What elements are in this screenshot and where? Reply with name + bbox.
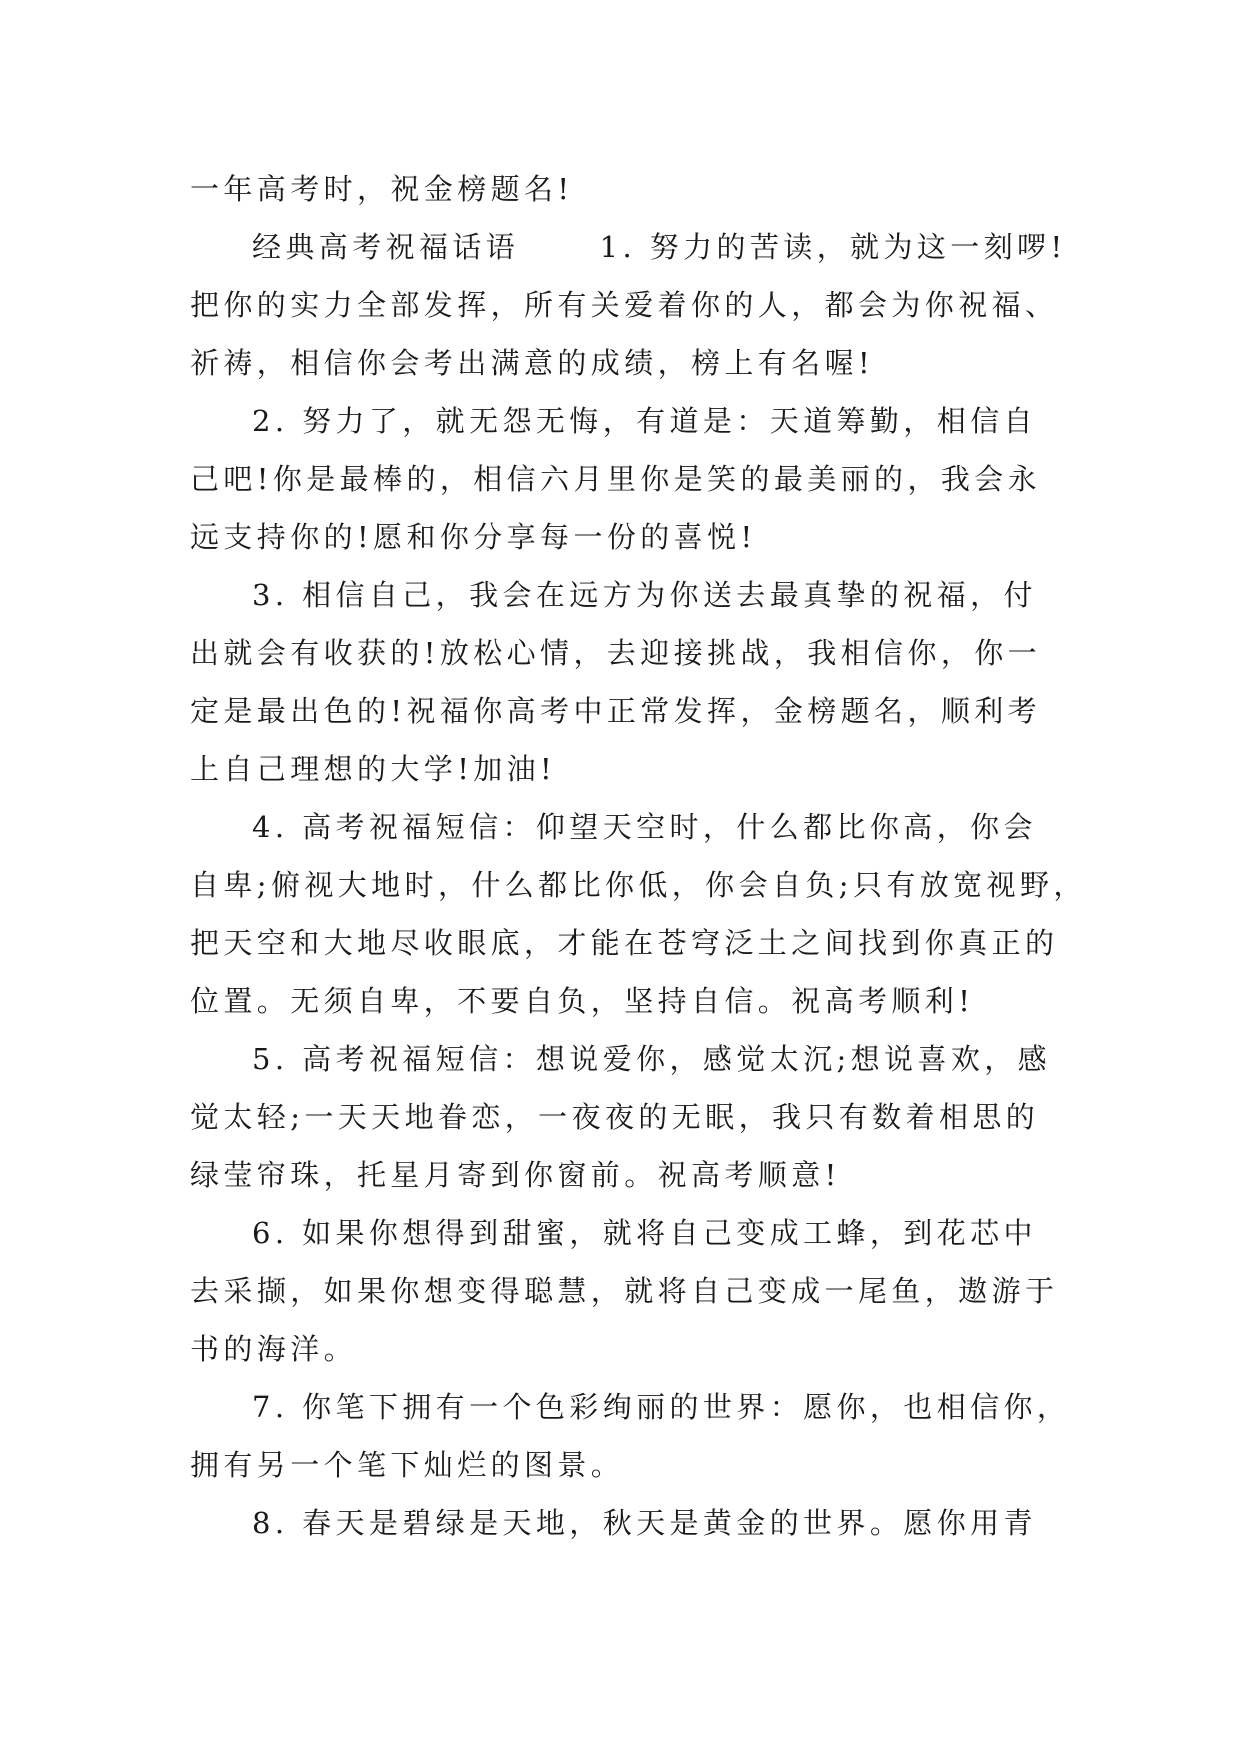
text-line-20: 去采撷，如果你想变得聪慧，就将自己变成一尾鱼，遨游于 xyxy=(190,1274,1059,1308)
text-line-12: 4. 高考祝福短信：仰望天空时，什么都比你高，你会 xyxy=(252,810,1037,844)
text-line-22: 7. 你笔下拥有一个色彩绚丽的世界：愿你，也相信你， xyxy=(252,1390,1071,1424)
text-line-2: 经典高考祝福话语 1. 努力的苦读，就为这一刻啰! xyxy=(252,230,1067,264)
text-line-17: 觉太轻;一天天地眷恋，一夜夜的无眠，我只有数着相思的 xyxy=(190,1100,1040,1134)
text-line-7: 远支持你的!愿和你分享每一份的喜悦! xyxy=(190,520,757,554)
text-line-1: 一年高考时，祝金榜题名! xyxy=(190,172,574,206)
text-line-3: 把你的实力全部发挥，所有关爱着你的人，都会为你祝福、 xyxy=(190,288,1059,322)
text-line-19: 6. 如果你想得到甜蜜，就将自己变成工蜂，到花芯中 xyxy=(252,1216,1037,1250)
text-line-15: 位置。无须自卑，不要自负，坚持自信。祝高考顺利! xyxy=(190,984,975,1018)
text-line-21: 书的海洋。 xyxy=(190,1332,358,1366)
text-line-23: 拥有另一个笔下灿烂的图景。 xyxy=(190,1448,625,1482)
text-line-8: 3. 相信自己，我会在远方为你送去最真挚的祝福，付 xyxy=(252,578,1037,612)
text-line-10: 定是最出色的!祝福你高考中正常发挥，金榜题名，顺利考 xyxy=(190,694,1042,728)
text-line-16: 5. 高考祝福短信：想说爱你，感觉太沉;想说喜欢，感 xyxy=(252,1042,1052,1076)
text-line-14: 把天空和大地尽收眼底，才能在苍穹泛土之间找到你真正的 xyxy=(190,926,1059,960)
text-line-9: 出就会有收获的!放松心情，去迎接挑战，我相信你，你一 xyxy=(190,636,1042,670)
text-line-5: 2. 努力了，就无怨无悔，有道是：天道筹勤，相信自 xyxy=(252,404,1037,438)
text-line-13: 自卑;俯视大地时，什么都比你低，你会自负;只有放宽视野， xyxy=(190,868,1087,902)
document-body xyxy=(190,160,1087,1552)
text-line-11: 上自己理想的大学!加油! xyxy=(190,752,557,786)
text-line-24: 8. 春天是碧绿是天地，秋天是黄金的世界。愿你用青 xyxy=(252,1506,1037,1540)
text-line-18: 绿莹帘珠，托星月寄到你窗前。祝高考顺意! xyxy=(190,1158,841,1192)
text-line-6: 己吧!你是最棒的，相信六月里你是笑的最美丽的，我会永 xyxy=(190,462,1042,496)
text-line-4: 祈祷，相信你会考出满意的成绩，榜上有名喔! xyxy=(190,346,875,380)
